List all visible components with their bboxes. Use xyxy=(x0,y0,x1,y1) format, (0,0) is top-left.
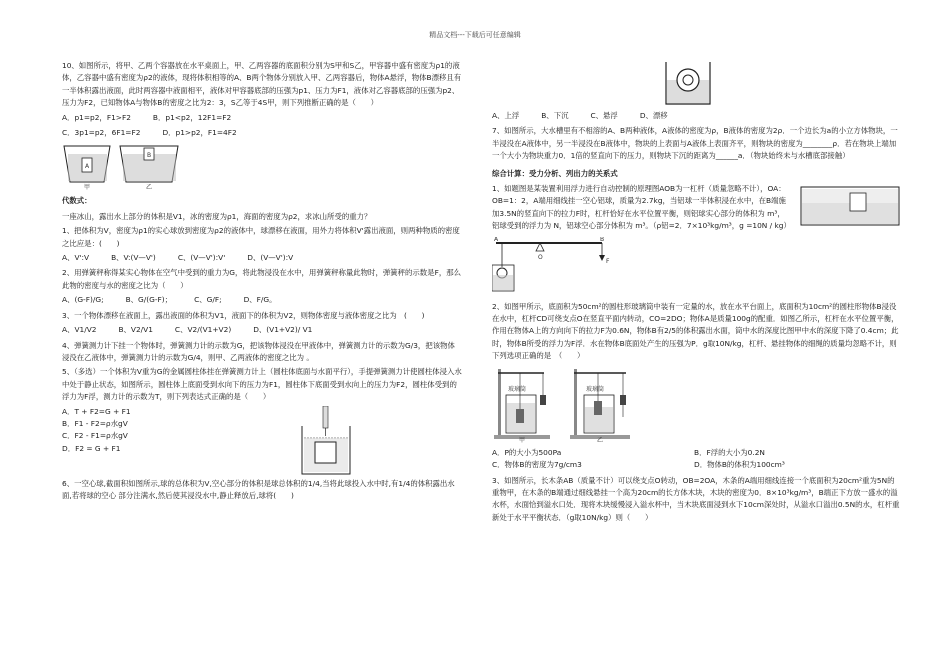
q1-option-a: A、V':V xyxy=(62,253,90,263)
apparatus-label-glass-jia: 玻璃筒 xyxy=(508,385,527,393)
apparatus-figure xyxy=(492,365,900,443)
spring-scale-figure xyxy=(300,406,352,476)
q6-option-a: A、上浮 xyxy=(492,111,520,120)
q3-option-c: C、V2/(V1+V2) xyxy=(174,325,232,335)
c1-stem: 1、如题图是某装置利用浮力进行自动控制的原理图AOB为一杠杆（质量忽略不计），OA：OB=1：2，A端用细线挂一空心铝球，质量为2.7kg，当铝球一半体积浸在水中，在B端施加3.5N的竖直向下的拉力F时，杠杆恰好在水平位置平衡，则铝球实心部分的体积为 m³，铝球受到的浮力为 N，铝球空心部分体积为 m³。（ρ铝=2．7×10³kg/m³，g =10N / kg） xyxy=(492,184,791,231)
c2-options xyxy=(492,447,900,472)
q5-option-d: D．F2 = G + F1 xyxy=(62,443,121,453)
right-column xyxy=(492,60,900,526)
c2-option-a: A．P的大小为500Pa xyxy=(492,447,562,457)
hollow-ball-figure xyxy=(664,62,900,106)
tank-figure xyxy=(800,183,900,227)
q6-options xyxy=(492,110,900,122)
q6-option-c: C、悬浮 xyxy=(590,111,618,120)
q1-option-c: C、(V—V'):V' xyxy=(177,253,226,263)
q10-option-d: D．p1>p2，F1=4F2 xyxy=(162,128,237,138)
q1-options xyxy=(62,252,462,264)
c2-option-b: B．F浮的大小为0.2N xyxy=(694,447,765,457)
containers-figure xyxy=(62,142,462,190)
fig-label-b: B xyxy=(147,152,152,160)
left-column xyxy=(62,60,462,504)
page-header: 精品文档---下载后可任意编辑 xyxy=(429,31,521,39)
fig-label-yi: 乙 xyxy=(146,184,153,191)
q3-option-b: B、V2/V1 xyxy=(118,325,153,335)
fig-label-a: A xyxy=(85,163,90,171)
q3-stem: 3、一个物体漂移在液面上，露出液面的体积为V1，液面下的体积为V2，则物体密度与液体密度之比为 ( ) xyxy=(62,310,425,320)
c2-option-d: D．物体B的体积为100cm³ xyxy=(694,460,785,470)
q5-option-c: C．F2 - F1=ρ水gV xyxy=(62,431,128,441)
q10-option-b: B．p1<p2，12F1=F2 xyxy=(152,112,232,122)
q3-options xyxy=(62,324,462,336)
lever-figure xyxy=(492,237,900,297)
section-title-algebra: 代数式： xyxy=(62,196,92,206)
lever-label-b: B xyxy=(600,236,605,243)
apparatus-label-yi: 乙 xyxy=(597,436,604,443)
q6-option-d: D、漂移 xyxy=(639,111,668,120)
q10-options-2 xyxy=(62,127,462,139)
q7-stem: 7、如图所示，大水槽里有不相溶的A、B两种液体，A液体的密度为ρ，B液体的密度为2ρ．一个边长为a的小立方体物块，一半浸没在A液体中，另一半浸没在B液体中，物块的上表面与A液体上表面齐平，则物块的密度为________ρ．若在物块上端加一个大小为物块重力0．1倍的竖直向下的压力，则物块下沉的距离为______a．（物块始终未与水槽底部接触） xyxy=(492,126,898,161)
lever-label-o: O xyxy=(538,253,543,261)
q5-option-a: A．T + F2=G + F1 xyxy=(62,406,131,416)
q5-block xyxy=(62,406,462,478)
q10-options xyxy=(62,112,462,124)
q10-stem: 10、如图所示，将甲、乙两个容器放在水平桌面上，甲、乙两容器的底面积分别为S甲和S乙，甲容器中盛有密度为ρ1的液体，乙容器中盛有密度为ρ2的液体，现将体积相等的A、B两个物体分别放入甲、乙两容器后，物体A悬浮，物体B漂移且有一半体积露出液面，此时两容器中液面相平，液体对甲容器底部的压强为p1、压力为F1，液体对乙容器底部的压强为p2、压力为F2，已知物体A与物体B的密度之比为2：3，S乙等于4S甲，则下列推断正确的是（ ） xyxy=(62,61,462,108)
apparatus-label-jia: 甲 xyxy=(519,436,526,443)
q1-stem: 1、把体积为V，密度为ρ1的实心球放到密度为ρ2的液体中，球漂移在液面，用外力将体积V'露出液面，则两种物质的密度之比应是：( ) xyxy=(62,226,460,248)
q5-stem: 5、（多选）一个体积为V重为G的金属圆柱体挂在弹簧测力计上（圆柱体底面与水面平行），手提弹簧测力计使圆柱体浸入水中处于静止状态，如图所示，圆柱体上底面受到水向下的压力为F1，圆柱体下底面受到水向上的压力为F2，圆柱体受到的浮力为F浮，测力计的示数为T，则下列表达式正确的是（ ） xyxy=(62,367,462,402)
q1-option-d: D、(V—V'):V xyxy=(247,253,294,263)
section-title-calculation: 综合计算：受力分析、列出力的关系式 xyxy=(492,168,618,178)
apparatus-label-glass-yi: 玻璃筒 xyxy=(586,385,605,393)
q3-option-a: A、V1/V2 xyxy=(62,325,97,335)
q10-option-c: C．3p1=p2，6F1=F2 xyxy=(62,128,141,138)
c2-stem: 2、如图甲所示，底面积为50cm²的圆柱形玻璃筒中装有一定量的水，放在水平台面上，底面积为10cm²的圆柱形物体B浸没在水中，杠杆CD可绕支点O在竖直平面内转动，CO=2DO；物体A是质量100g的配重．如图乙所示，杠杆在水平位置平衡，作用在物体A上的方向向下的拉力F为0.6N，物体B有2/5的体积露出水面，筒中水的深度比图甲中水的深度下降了0.4cm；此时，物体B所受的浮力为F浮．水在物体B底面处产生的压强为P．g取10N/kg，杠杆、悬挂物体的细绳的质量均忽略不计，则下列选项正确的是 （ ） xyxy=(492,301,899,361)
q2-option-a: A、(G-F)/G; xyxy=(62,295,104,305)
q4-stem: 4、弹簧测力计下挂一个物体时，弹簧测力计的示数为G，把该物体浸没在甲液体中，弹簧测力计的示数为G/3，把该物体浸没在乙液体中，弹簧测力计的示数为G/4，则甲、乙两液体的密度之比为 。 xyxy=(62,340,455,362)
q2-option-b: B、G/(G-F)； xyxy=(125,295,173,305)
q1-option-b: B、V:(V—V') xyxy=(111,253,156,263)
intro-text: 一座冰山，露出水上部分的体积是V1，冰的密度为ρ1，海面的密度为ρ2，求冰山所受的重力？ xyxy=(62,211,372,221)
lever-label-a: A xyxy=(494,236,499,243)
q3-option-d: D、(V1+V2)/ V1 xyxy=(253,325,313,335)
q2-option-d: D、F/G。 xyxy=(243,295,277,305)
c3-stem: 3、如图所示，长木条AB（质量不计）可以绕支点O转动，OB=2OA，木条的A端用细线连接一个底面积为20cm²重为5N的重物甲，在木条的B端通过细线悬挂一个高为20cm的长方体木块，木块的密度为0．8×10³kg/m³，B端正下方放一盛水的溢水杯，水面恰到溢水口处．现将木块缓慢浸入溢水杯中，当木块底面浸到水下10cm深处时，从溢水口溢出0.5N的水，杠杆重新处于水平平衡状态．（g取10N/kg）则（ ） xyxy=(492,475,900,522)
lever-label-f: F xyxy=(606,257,610,265)
q6-stem: 6、一空心球,截面积如图所示,球的总体积为V,空心部分的体积是球总体积的1/4,当将此球投入水中时,有1/4的体积露出水面,若将球的空心 部分注满水,然后使其浸没水中,静止释放后,球将( ) xyxy=(62,478,455,500)
q2-option-c: C、G/F; xyxy=(194,295,222,305)
q10-option-a: A．p1=p2，F1>F2 xyxy=(62,112,131,122)
c1-block xyxy=(492,183,900,235)
q2-stem: 2、用弹簧秤称得某实心物体在空气中受到的重力为G，将此物浸没在水中，用弹簧秤称量此物时，弹簧秤的示数是F，那么此物的密度与水的密度之比为（ ） xyxy=(62,268,461,290)
c2-option-c: C．物体B的密度为7g/cm3 xyxy=(492,460,582,470)
q5-option-b: B．F1 - F2=ρ水gV xyxy=(62,418,128,428)
q2-options xyxy=(62,294,462,306)
q6-option-b: B、下沉 xyxy=(541,111,569,120)
fig-label-jia: 甲 xyxy=(84,184,91,191)
